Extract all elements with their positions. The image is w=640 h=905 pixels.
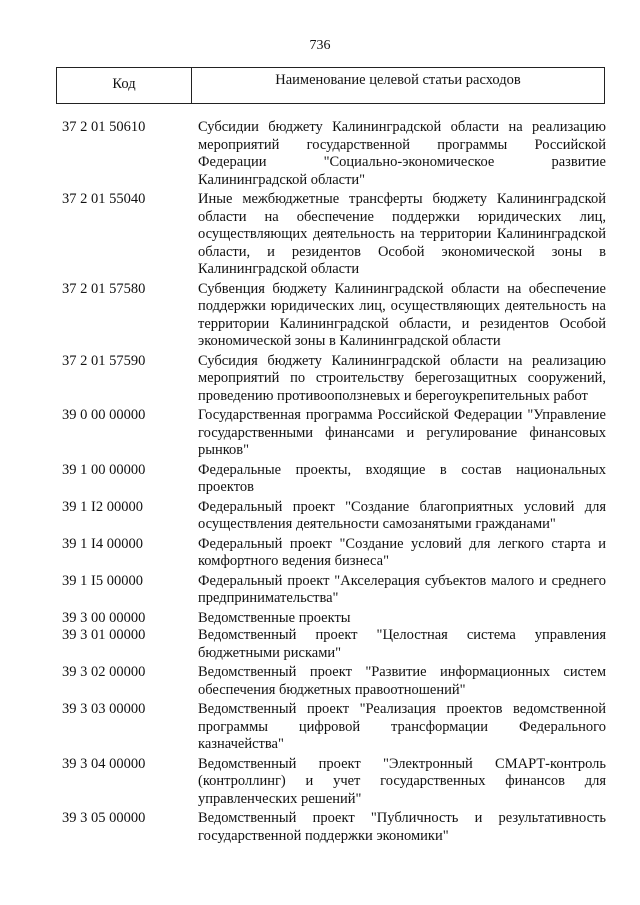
- row-code: 37 2 01 57590: [62, 352, 146, 369]
- header-name: Наименование целевой статьи расходов: [275, 72, 521, 88]
- table-header: [56, 67, 605, 104]
- table-row: [56, 536, 606, 571]
- row-name: Субвенция бюджету Калининградской области на обеспечение поддержки юридических лиц, осуществляющих деятельность на территории Калининградской области, и резидентов Особой экономической зоны в Калининградской области: [198, 280, 606, 349]
- row-name: Ведомственный проект "Электронный СМАРТ-контроль (контроллинг) и учет государственных финансов для управленческих решений": [198, 755, 606, 807]
- table-row: [56, 407, 606, 460]
- row-code: 39 1 I4 00000: [62, 535, 143, 552]
- table-row: [56, 119, 606, 189]
- row-name: Государственная программа Российской Федерации "Управление государственными финансами и регулирование финансовых рынков": [198, 407, 606, 458]
- row-name: Субсидия бюджету Калининградской области на реализацию мероприятий по строительству берегозащитных сооружений, проведению противооползневых и берегоукрепительных работ: [198, 352, 606, 404]
- table-row: [56, 664, 606, 699]
- row-code: 39 3 02 00000: [62, 664, 146, 680]
- row-code: 39 1 I2 00000: [62, 498, 143, 515]
- row-name: Федеральный проект "Акселерация субъектов малого и среднего предпринимательства": [198, 572, 606, 606]
- table-row: [56, 281, 606, 351]
- row-name: Федеральный проект "Создание благоприятных условий для осуществления деятельности самозанятыми гражданами": [198, 498, 606, 532]
- row-name: Федеральные проекты, входящие в состав национальных проектов: [198, 461, 606, 495]
- row-code: 37 2 01 50610: [62, 119, 146, 135]
- row-code: 37 2 01 57580: [62, 280, 146, 297]
- row-code: 39 0 00 00000: [62, 407, 146, 423]
- row-name: Ведомственный проект "Реализация проектов ведомственной программы цифровой трансформации Федерального казначейства": [198, 701, 606, 752]
- row-code: 39 3 00 00000: [62, 609, 146, 626]
- table-row: [56, 610, 606, 628]
- row-code: 39 3 04 00000: [62, 755, 146, 772]
- table-row: [56, 810, 606, 845]
- table-row: [56, 353, 606, 406]
- row-name: Ведомственные проекты: [198, 609, 351, 626]
- table-row: [56, 701, 606, 754]
- row-code: 39 3 05 00000: [62, 810, 146, 826]
- table-row: [56, 627, 606, 662]
- row-code: 37 2 01 55040: [62, 191, 146, 207]
- row-code: 39 1 I5 00000: [62, 572, 143, 589]
- row-name: Ведомственный проект "Публичность и результативность государственной поддержки экономики": [198, 810, 606, 844]
- table-row: [56, 499, 606, 534]
- row-code: 39 3 03 00000: [62, 701, 146, 717]
- row-name: Ведомственный проект "Целостная система управления бюджетными рисками": [198, 627, 606, 661]
- page-number: 736: [309, 38, 331, 53]
- table-row: [56, 756, 606, 809]
- header-code: Код: [57, 68, 192, 103]
- row-name: Ведомственный проект "Развитие информационных систем обеспечения бюджетных правоотношений": [198, 664, 606, 698]
- table-row: [56, 191, 606, 279]
- row-name: Иные межбюджетные трансферты бюджету Калининградской области на обеспечение поддержки юридических лиц, осуществляющих деятельность на территории Калининградской области, и резидентов Особой экономической зоны в Калининградской области: [198, 191, 606, 277]
- row-code: 39 3 01 00000: [62, 627, 146, 643]
- table-body: [56, 119, 606, 847]
- row-name: Субсидии бюджету Калининградской области на реализацию мероприятий государственной программы Российской Федерации "Социально-экономическое развитие Калининградской области": [198, 119, 606, 188]
- row-code: 39 1 00 00000: [62, 461, 146, 478]
- table-row: [56, 462, 606, 497]
- row-name: Федеральный проект "Создание условий для легкого старта и комфортного ведения бизнеса": [198, 535, 606, 569]
- table-row: [56, 573, 606, 608]
